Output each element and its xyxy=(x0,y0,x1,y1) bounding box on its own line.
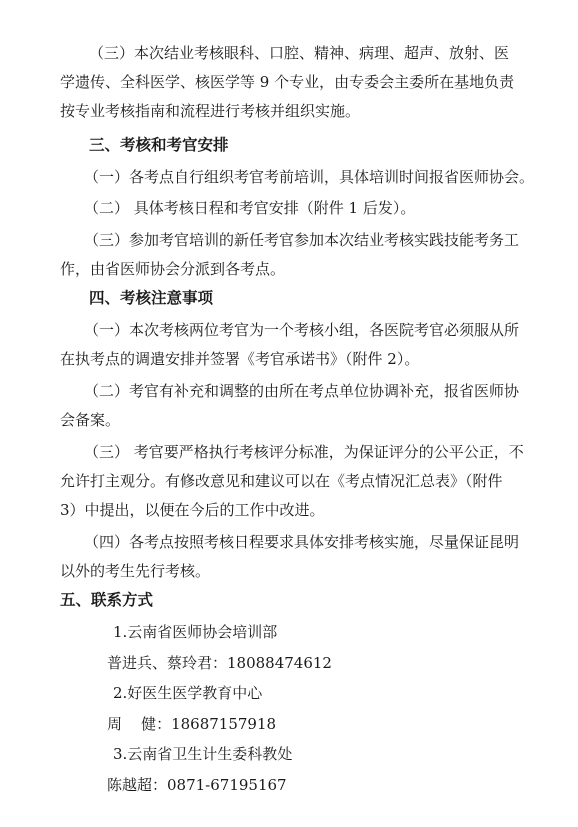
contact-org: 2.好医生医学教育中心 xyxy=(113,684,263,702)
paragraph-line: 按专业考核指南和流程进行考核并组织实施。 xyxy=(60,102,361,120)
contact-person: 普进兵、蔡玲君：18088474612 xyxy=(107,654,332,672)
contact-person: 陈越超：0871-67195167 xyxy=(107,776,287,794)
paragraph-line: 以外的考生先行考核。 xyxy=(60,562,211,580)
contact-org: 3.云南省卫生计生委科教处 xyxy=(113,745,293,763)
paragraph-line: 3）中提出，以便在今后的工作中改进。 xyxy=(60,501,325,519)
section-heading: 三、考核和考官安排 xyxy=(89,136,229,154)
paragraph-line: （二）考官有补充和调整的由所在考点单位协调补充，报省医师协 xyxy=(84,382,520,400)
paragraph-line: 作，由省医师协会分派到各考点。 xyxy=(60,260,286,278)
paragraph-line: 学遗传、全科医学、核医学等 9 个专业，由专委会主委所在基地负责 xyxy=(60,73,515,91)
paragraph-line: （三） 考官要严格执行考核评分标准，为保证评分的公平公正，不 xyxy=(84,443,524,461)
paragraph-line: 会备案。 xyxy=(60,411,121,429)
section-heading: 五、联系方式 xyxy=(60,591,154,609)
paragraph-line: （三）参加考官培训的新任考官参加本次结业考核实践技能考务工 xyxy=(84,231,520,249)
paragraph-line: 在执考点的调遣安排并签署《考官承诺书》（附件 2）。 xyxy=(60,350,420,368)
paragraph-line: （三）本次结业考核眼科、口腔、精神、病理、超声、放射、医 xyxy=(89,44,510,62)
contact-org: 1.云南省医师协会培训部 xyxy=(113,623,278,641)
paragraph-line: （四）各考点按照考核日程要求具体安排考核实施，尽量保证昆明 xyxy=(84,533,520,551)
paragraph-line: 允许打主观分。有修改意见和建议可以在《考点情况汇总表》（附件 xyxy=(60,472,503,490)
paragraph-line: （一）各考点自行组织考官考前培训，具体培训时间报省医师协会。 xyxy=(84,168,535,186)
paragraph-line: （一）本次考核两位考官为一个考核小组，各医院考官必须服从所 xyxy=(84,321,520,339)
section-heading: 四、考核注意事项 xyxy=(89,289,214,307)
contact-person: 周 健：18687157918 xyxy=(107,715,277,733)
paragraph-line: （二） 具体考核日程和考官安排（附件 1 后发）。 xyxy=(84,199,416,217)
